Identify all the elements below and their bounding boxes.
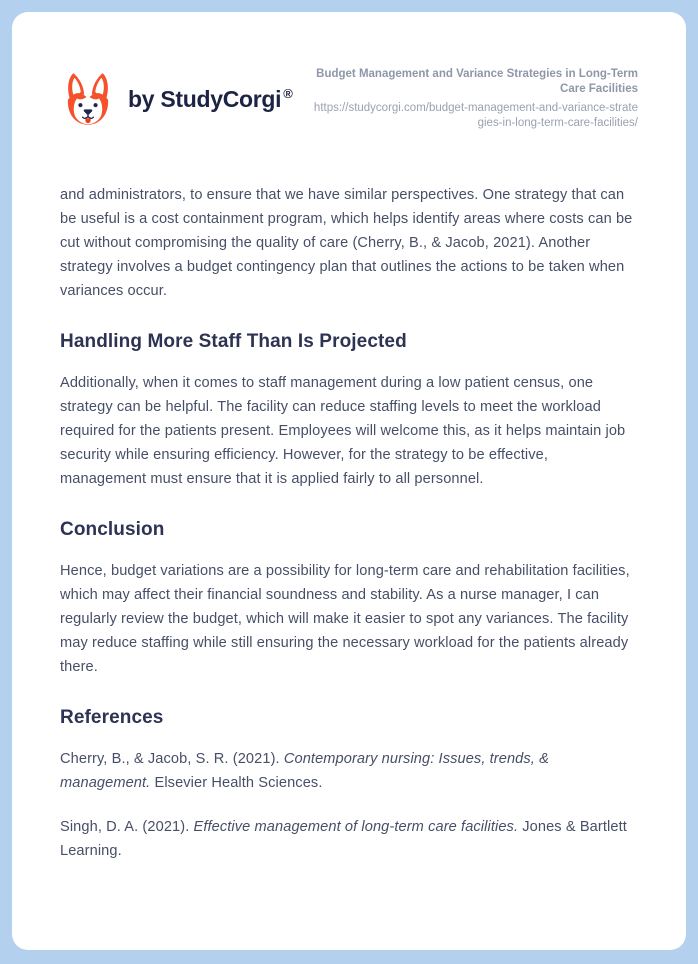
document-card (12, 12, 686, 950)
reference-item (60, 747, 638, 795)
document-meta (308, 67, 638, 131)
section-heading-staff: Handling More Staff Than Is Projected (60, 331, 407, 353)
reference-publisher: Elsevier Health Sciences. (150, 775, 323, 792)
reference-title: Contemporary nursing: Issues, trends, & management. (60, 751, 549, 792)
references-heading: References (60, 707, 164, 729)
section-heading-conclusion: Conclusion (60, 519, 165, 541)
reference-item (60, 815, 638, 863)
reference-authors: Singh, D. A. (2021). (60, 819, 194, 836)
document-url: https://studycorgi.com/budget-management-and-variance-strategies-in-long-term-care-facilities/ (313, 102, 638, 130)
corgi-logo-icon (60, 71, 116, 127)
reference-authors: Cherry, B., & Jacob, S. R. (2021). (60, 751, 284, 768)
intro-paragraph: and administrators, to ensure that we have similar perspectives. One strategy that can be useful is a cost containment program, which helps identify areas where costs can be cut without compromising the quality of care (Cherry, B., & Jacob, 2021). Another strategy involves a budget contingency plan that outlines the actions to be taken when variances occur. (60, 187, 633, 300)
registered-trademark-symbol: ® (283, 86, 293, 101)
article-body (60, 183, 638, 863)
brand-name: by StudyCorgi ® (128, 85, 293, 112)
document-title: Budget Management and Variance Strategies in Long-Term Care Facilities (316, 68, 638, 95)
reference-title: Effective management of long-term care facilities. (193, 819, 519, 836)
section-paragraph-staff: Additionally, when it comes to staff management during a low patient census, one strategy can be helpful. The facility can reduce staffing levels to meet the workload required for the patients present. Employees will welcome this, as it helps maintain job security while ensuring efficiency. However, for the strategy to be effective, management must ensure that it is applied fairly to all personnel. (60, 375, 626, 488)
reference-publisher: Jones & Bartlett Learning. (60, 819, 627, 860)
section-paragraph-conclusion: Hence, budget variations are a possibility for long-term care and rehabilitation facilities, which may affect their financial soundness and stability. As a nurse manager, I can regularly review the budget, which will make it easier to spot any variances. The facility may reduce staffing while still ensuring the necessary workload for the patients already there. (60, 563, 630, 676)
brand (60, 71, 293, 127)
document-header (60, 67, 638, 131)
